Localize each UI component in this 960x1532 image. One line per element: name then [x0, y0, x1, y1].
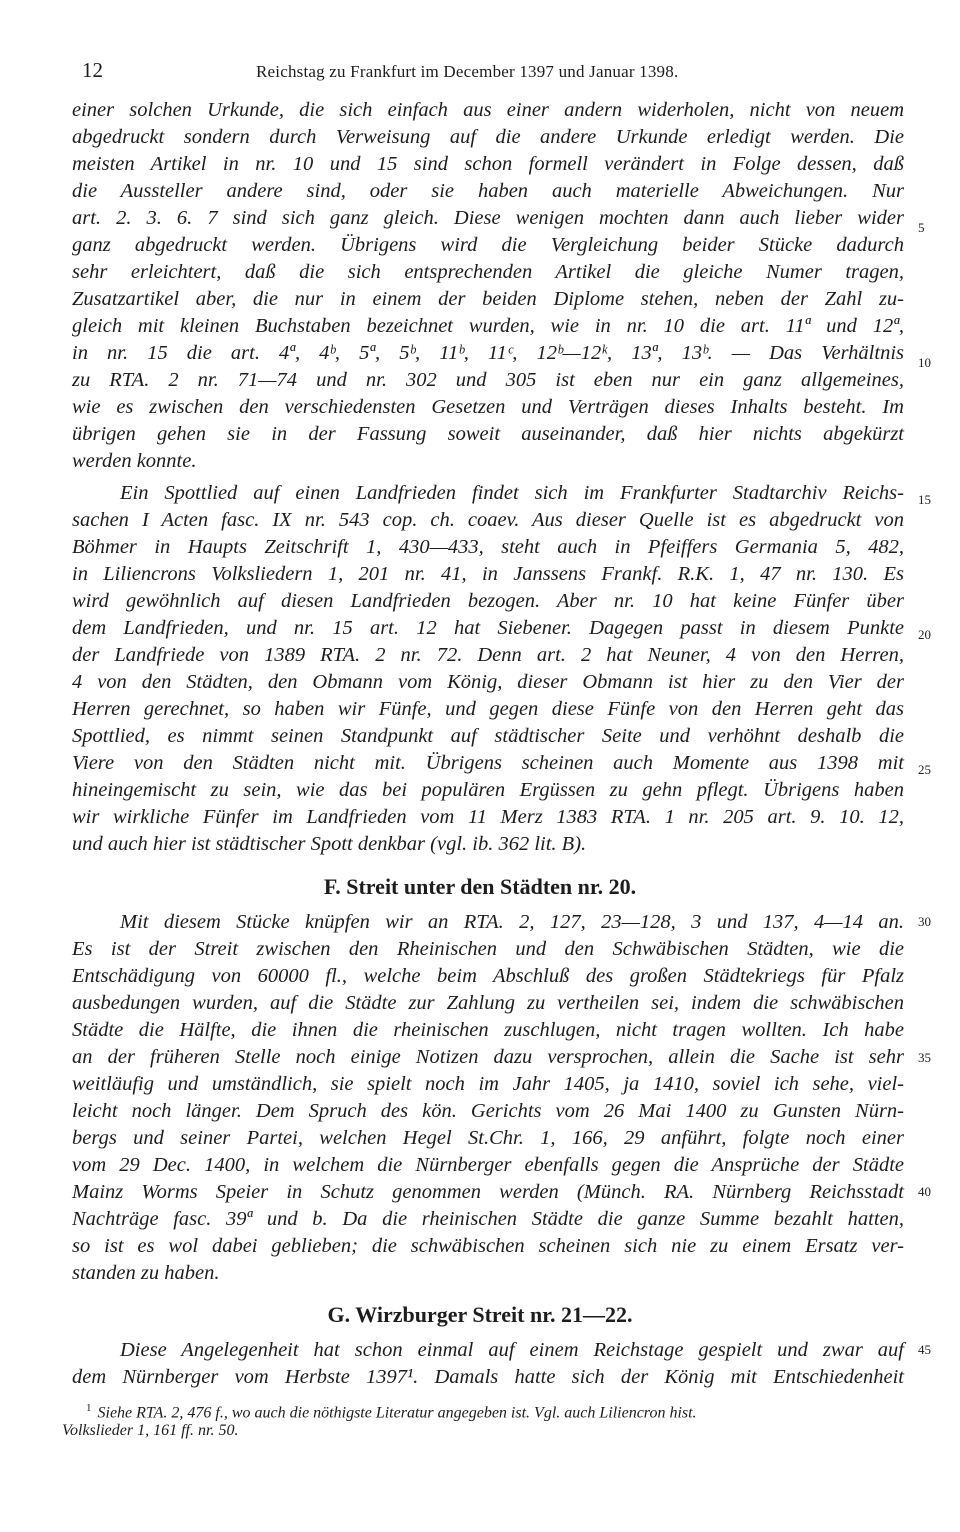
line-number: 40 — [918, 1184, 931, 1199]
text-line: an der früheren Stelle noch einige Notizen dazu versprochen, allein die Sache ist sehr — [72, 1046, 904, 1068]
text-line: Zusatzartikel aber, die nur in einem der beiden Diplome stehen, neben der Zahl zu- — [72, 288, 904, 310]
text-line: die Aussteller andere sind, oder sie haben auch materielle Abweichungen. Nur — [72, 180, 904, 202]
text-line: in nr. 15 die art. 4ª, 4ᵇ, 5ª, 5ᵇ, 11ᵇ, 11ᶜ, 12ᵇ—12ᵏ, 13ª, 13ᵇ. — Das Verhältnis — [72, 342, 904, 364]
footnote-line-1 — [86, 1398, 918, 1423]
text-line: Städte die Hälfte, die ihnen die rheinischen zuschlugen, nicht tragen wollten. Ich habe — [72, 1019, 904, 1041]
text-line: hineingemischt zu sein, wie das bei populären Ergüssen zu gehn pflegt. Übrigens haben — [72, 779, 904, 801]
text-line: vom 29 Dec. 1400, in welchem die Nürnberger ebenfalls gegen die Ansprüche der Städte — [72, 1154, 904, 1176]
text-line: wir wirkliche Fünfer im Landfrieden vom 11 Merz 1383 RTA. 1 nr. 205 art. 9. 10. 12, — [72, 806, 904, 828]
text-line: Herren gerechnet, so haben wir Fünfe, und gegen diese Fünfe von den Herren geht das — [72, 698, 904, 720]
text-line: ausbedungen wurden, auf die Städte zur Zahlung zu vertheilen sei, indem die schwäbischen — [72, 992, 904, 1014]
text-line: weitläufig und umständlich, sie spielt noch im Jahr 1405, ja 1410, soviel ich sehe, viel- — [72, 1073, 904, 1095]
section-heading-f: F. Streit unter den Städten nr. 20. — [323, 874, 637, 899]
text-line: sehr erleichtert, daß die sich entsprechenden Artikel die gleiche Numer tragen, — [72, 261, 904, 283]
text-line: gleich mit kleinen Buchstaben bezeichnet wurden, wie in nr. 10 die art. 11ª und 12ª, — [72, 315, 904, 337]
line-number: 45 — [918, 1342, 931, 1357]
text-line: dem Landfrieden, und nr. 15 art. 12 hat Siebener. Dagegen passt in diesem Punkte — [72, 617, 904, 639]
text-line: bergs und seiner Partei, welchen Hegel St.Chr. 1, 166, 29 anführt, folgte noch einer — [72, 1127, 904, 1149]
text-line: 4 von den Städten, den Obmann vom König, dieser Obmann ist hier zu den Vier der — [72, 671, 904, 693]
text-line: der Landfriede von 1389 RTA. 2 nr. 72. Denn art. 2 hat Neuner, 4 von den Herren, — [72, 644, 904, 666]
text-line: übrigen gehen sie in der Fassung soweit auseinander, daß hier nichts abgekürzt — [72, 423, 904, 445]
footnote-text-1: Siehe RTA. 2, 476 f., wo auch die nöthigste Literatur angegeben ist. Vgl. auch Liliencron hist. — [97, 1404, 697, 1422]
text-line: wie es zwischen den verschiedensten Gesetzen und Verträgen dieses Inhalts besteht. Im — [72, 396, 904, 418]
text-line: und auch hier ist städtischer Spott denkbar (vgl. ib. 362 lit. B). — [72, 833, 587, 855]
line-number: 30 — [918, 914, 931, 929]
text-line: Viere von den Städten nicht mit. Übrigens scheinen auch Momente aus 1398 mit — [72, 752, 904, 774]
text-line: Mainz Worms Speier in Schutz genommen werden (Münch. RA. Nürnberg Reichsstadt — [72, 1181, 904, 1203]
text-line: werden konnte. — [72, 450, 197, 472]
text-line: art. 2. 3. 6. 7 sind sich ganz gleich. Diese wenigen mochten dann auch lieber wider — [72, 207, 904, 229]
text-line: Es ist der Streit zwischen den Rheinischen und den Schwäbischen Städten, wie die — [72, 938, 904, 960]
text-line: in Liliencrons Volksliedern 1, 201 nr. 41, in Janssens Frankf. R.K. 1, 47 nr. 130. Es — [72, 563, 904, 585]
line-number: 35 — [918, 1050, 931, 1065]
text-line: Spottlied, es nimmt seinen Standpunkt auf städtischer Seite und verhöhnt deshalb die — [72, 725, 904, 747]
text-line: abgedruckt sondern durch Verweisung auf die andere Urkunde erledigt werden. Die — [72, 126, 904, 148]
line-number: 5 — [918, 220, 925, 235]
text-line: so ist es wol dabei geblieben; die schwäbischen scheinen sich nie zu einem Ersatz ver- — [72, 1235, 904, 1257]
text-line: Diese Angelegenheit hat schon einmal auf einem Reichstage gespielt und zwar auf — [120, 1339, 904, 1361]
footnote-line-2: Volkslieder 1, 161 ff. nr. 50. — [62, 1422, 239, 1439]
line-number: 10 — [918, 355, 931, 370]
text-line: meisten Artikel in nr. 10 und 15 sind schon formell verändert in Folge dessen, daß — [72, 153, 904, 175]
footnote-marker: 1 — [86, 1402, 92, 1414]
page-number: 12 — [82, 58, 103, 82]
text-line: leicht noch länger. Dem Spruch des kön. Gerichts vom 26 Mai 1400 zu Gunsten Nürn- — [72, 1100, 904, 1122]
text-line: standen zu haben. — [72, 1262, 220, 1284]
section-heading-g: G. Wirzburger Streit nr. 21—22. — [327, 1302, 633, 1327]
text-line: Ein Spottlied auf einen Landfrieden findet sich im Frankfurter Stadtarchiv Reichs- — [120, 482, 904, 504]
text-line: ganz abgedruckt werden. Übrigens wird die Vergleichung beider Stücke dadurch — [72, 234, 904, 256]
line-number: 25 — [918, 762, 931, 777]
text-line: Entschädigung von 60000 fl., welche beim Abschluß des großen Städtekriegs für Pfalz — [72, 965, 904, 987]
text-line: Nachträge fasc. 39ª und b. Da die rheinischen Städte die ganze Summe bezahlt hatten, — [72, 1208, 904, 1230]
text-line: sachen I Acten fasc. IX nr. 543 cop. ch. coaev. Aus dieser Quelle ist es abgedruckt von — [72, 509, 904, 531]
text-line: Mit diesem Stücke knüpfen wir an RTA. 2, 127, 23—128, 3 und 137, 4—14 an. — [120, 911, 904, 933]
text-line: zu RTA. 2 nr. 71—74 und nr. 302 und 305 ist eben nur ein ganz allgemeines, — [72, 369, 904, 391]
text-line: wird gewöhnlich auf diesen Landfrieden bezogen. Aber nr. 10 hat keine Fünfer über — [72, 590, 904, 612]
line-number: 15 — [918, 492, 931, 507]
running-header: Reichstag zu Frankfurt im December 1397 und Januar 1398. — [256, 62, 679, 81]
text-line: Böhmer in Haupts Zeitschrift 1, 430—433, steht auch in Pfeiffers Germania 5, 482, — [72, 536, 904, 558]
text-line: einer solchen Urkunde, die sich einfach aus einer andern widerholen, nicht von neuem — [72, 99, 904, 121]
text-line: dem Nürnberger vom Herbste 1397¹. Damals hatte sich der König mit Entschiedenheit — [72, 1366, 904, 1388]
line-number: 20 — [918, 627, 931, 642]
